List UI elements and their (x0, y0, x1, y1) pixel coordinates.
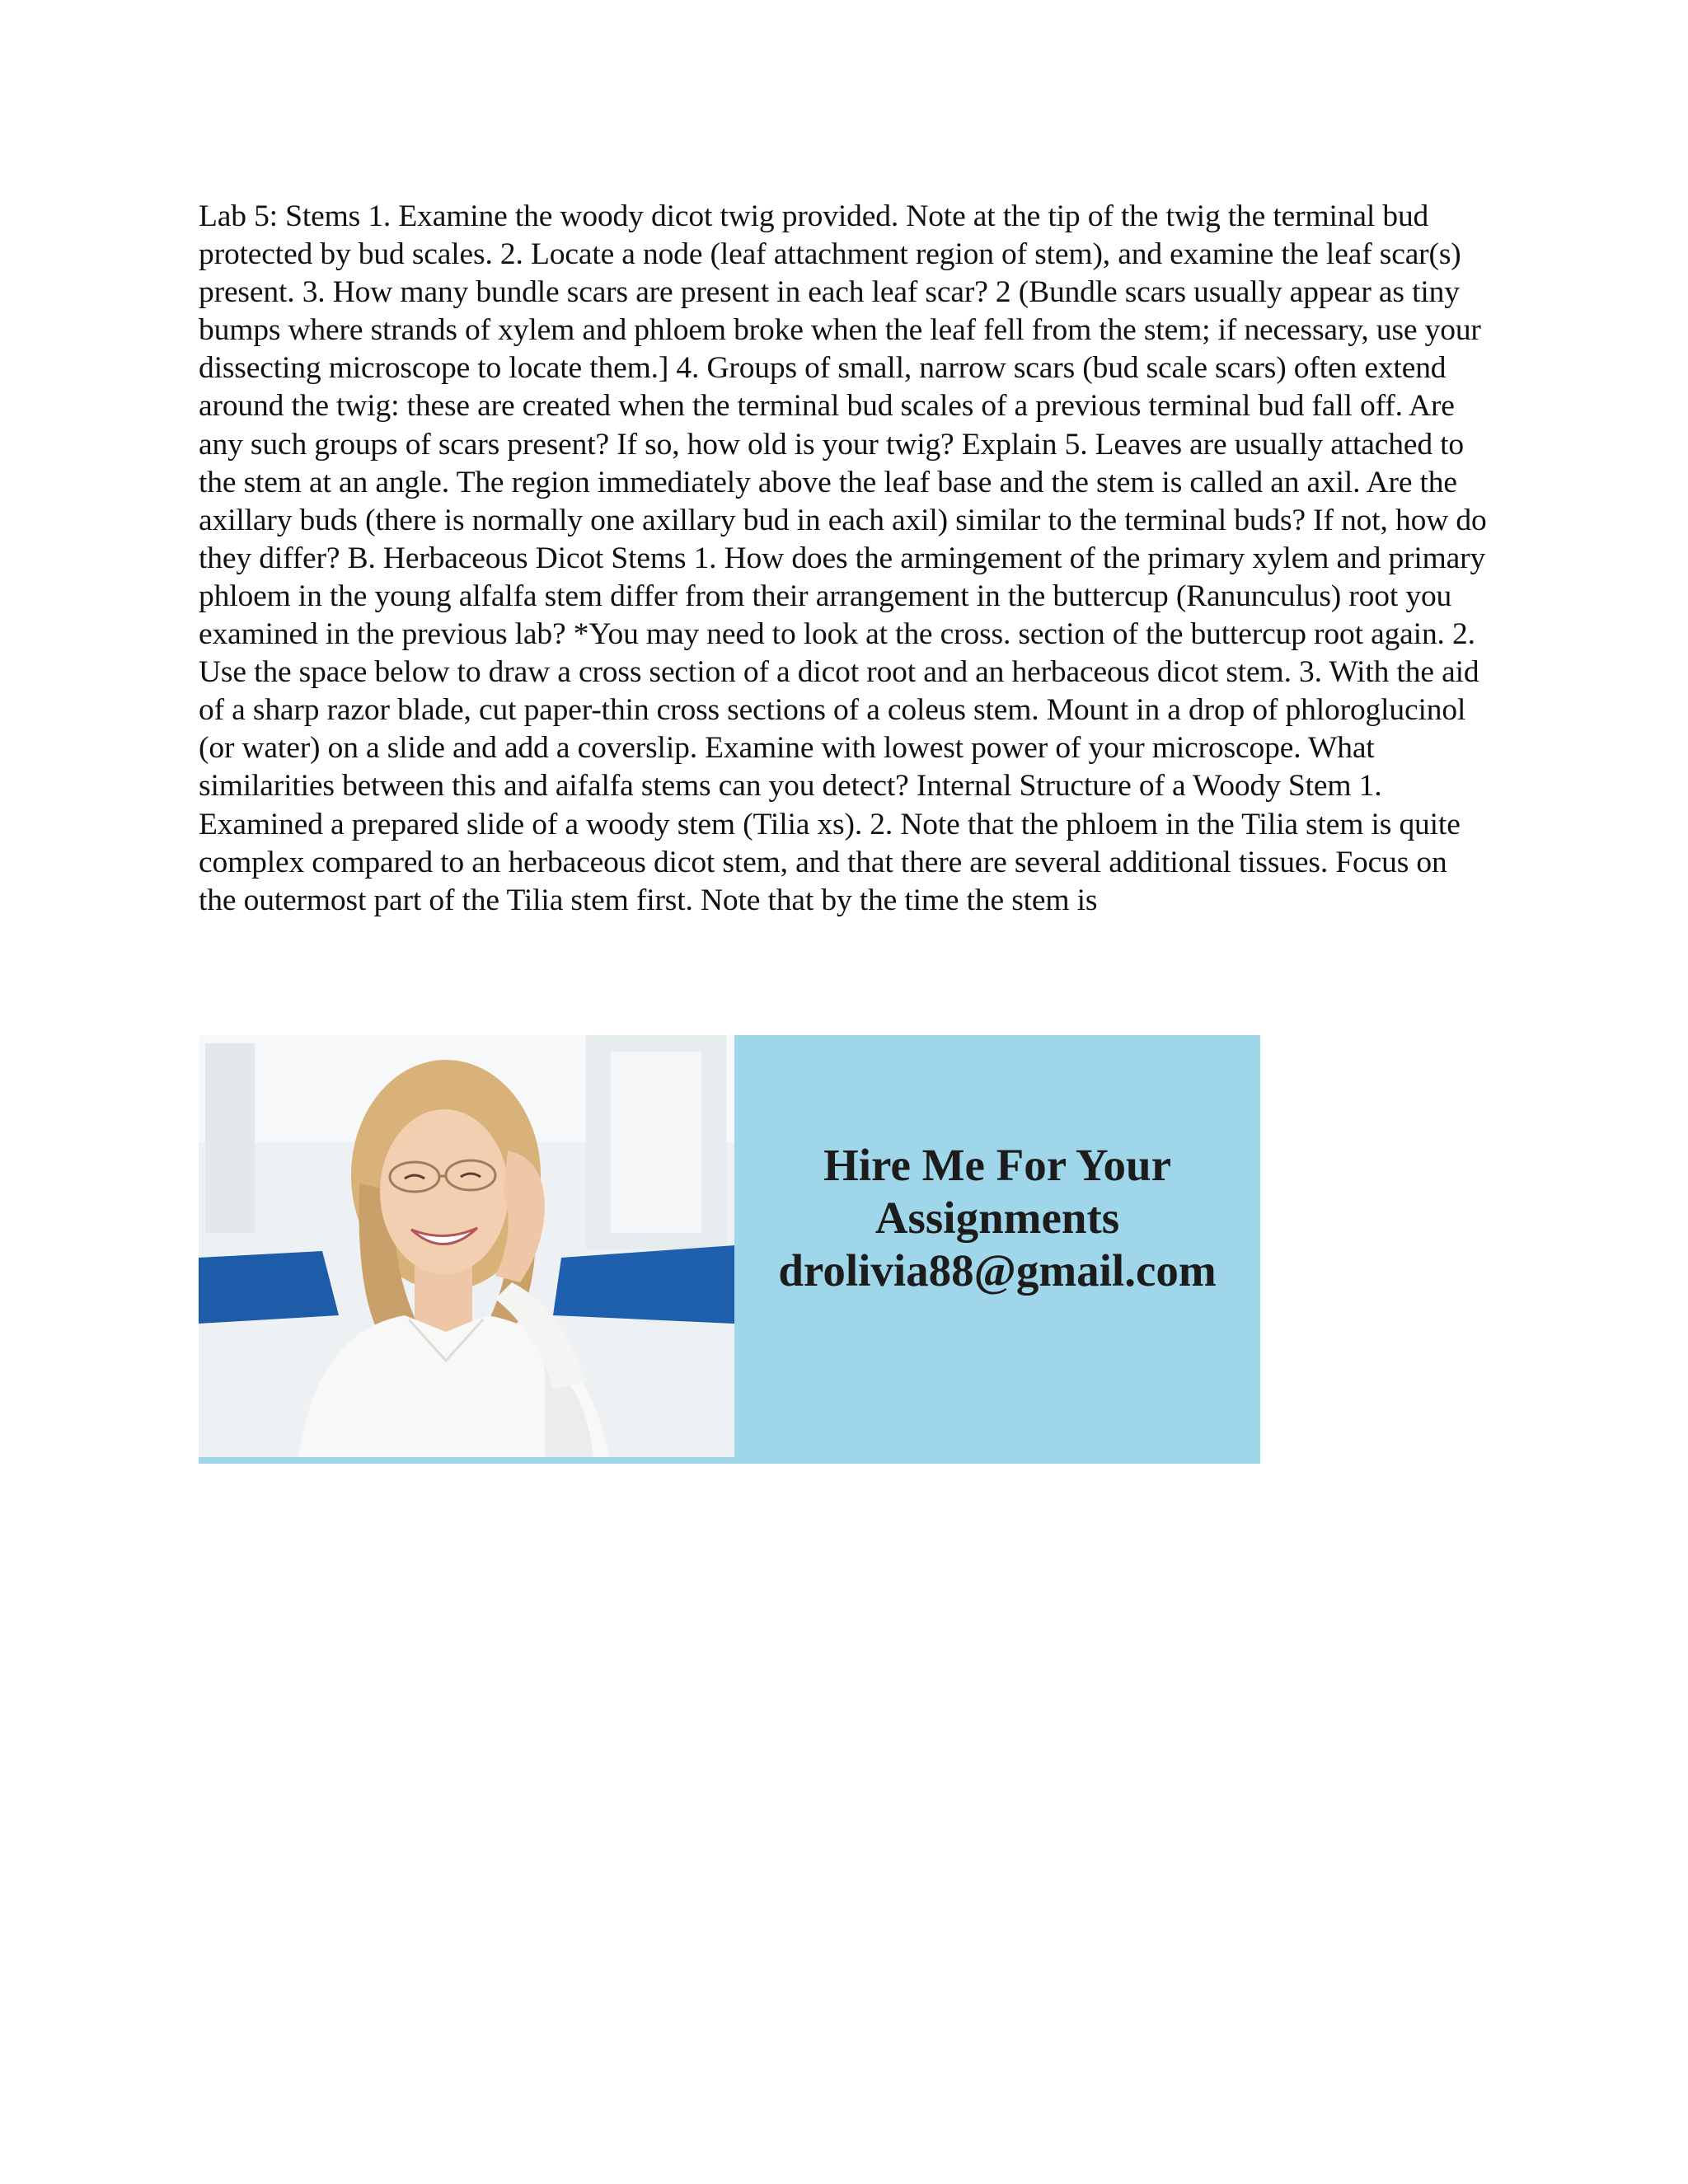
banner-text-panel (734, 1035, 1260, 1464)
lab-body-text: Lab 5: Stems 1. Examine the woody dicot twig provided. Note at the tip of the twig the terminal bud protected by bud scales. 2. Locate a node (leaf attachment region of stem), and examine the leaf scar(s) present. 3. How many bundle scars are present in each leaf scar? 2 (Bundle scars usually appear as tiny bumps where strands of xylem and phloem broke when the leaf fell from the stem; if necessary, use your dissecting microscope to locate them.] 4. Groups of small, narrow scars (bud scale scars) often extend around the twig: these are created when the terminal bud scales of a previous terminal bud fall off. Are any such groups of scars present? If so, how old is your twig? Explain 5. Leaves are usually attached to the stem at an angle. The region immediately above the leaf base and the stem is called an axil. Are the axillary buds (there is normally one axillary bud in each axil) similar to the terminal buds? If not, how do they differ? B. Herbaceous Dicot Stems 1. How does the armingement of the primary xylem and primary phloem in the young alfalfa stem differ from their arrangement in the buttercup (Ranunculus) root you examined in the previous lab? *You may need to look at the cross. section of the buttercup root again. 2. Use the space below to draw a cross section of a dicot root and an herbaceous dicot stem. 3. With the aid of a sharp razor blade, cut paper-thin cross sections of a coleus stem. Mount in a drop of phloroglucinol (or water) on a slide and add a coverslip. Examine with lowest power of your microscope. What similarities between this and aifalfa stems can you detect? Internal Structure of a Woody Stem 1. Examined a prepared slide of a woody stem (Tilia xs). 2. Note that the phloem in the Tilia stem is quite complex compared to an herbaceous dicot stem, and that there are several additional tissues. Focus on the outermost part of the Tilia stem first. Note that by the time the stem is (199, 199, 1487, 917)
banner-headline-line-2: Assignments (874, 1193, 1120, 1243)
banner-headline-line-1: Hire Me For Your (823, 1140, 1172, 1190)
banner-email[interactable]: drolivia88@gmail.com (778, 1245, 1217, 1296)
woman-photo (199, 1035, 734, 1464)
hire-me-banner[interactable] (199, 1035, 1260, 1464)
